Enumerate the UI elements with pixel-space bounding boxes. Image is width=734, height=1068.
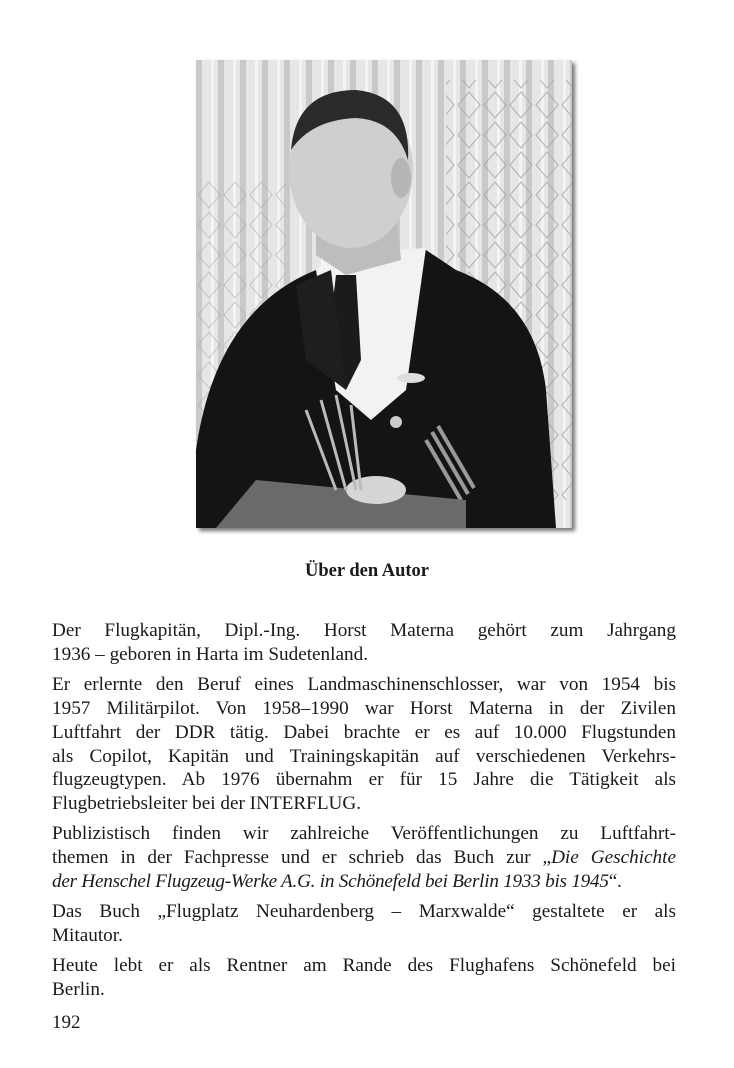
text-line: Heute lebt er als Rentner am Rande des Flughafens Schönefeld bei — [52, 954, 676, 976]
author-portrait-photo — [196, 60, 572, 528]
paragraph-publications — [52, 822, 676, 894]
text-line: Der Flugkapitän, Dipl.-Ing. Horst Materna gehört zum Jahrgang — [52, 620, 676, 641]
text-line: Flugbetriebsleiter bei der INTERFLUG. — [52, 793, 362, 815]
paragraph-career — [52, 673, 676, 816]
text-line — [52, 870, 676, 894]
text-segment: “. — [608, 871, 622, 893]
text-segment: themen in der Fachpresse und er schrieb das Buch zur „ — [52, 847, 552, 869]
portrait-image — [196, 60, 572, 528]
text-line: Das Buch „Flugplatz Neuhardenberg – Marxwalde“ gestaltete er als — [52, 900, 676, 922]
text-line: als Copilot, Kapitän und Trainingskapitän auf verschiedenen Verkehrs- — [52, 745, 676, 767]
section-heading: Über den Autor — [304, 561, 430, 581]
page-number: 192 — [52, 1012, 81, 1033]
book-title-part: der Henschel Flugzeug-Werke A.G. in Schönefeld bei Berlin 1933 bis 1945 — [52, 871, 609, 893]
text-line: 1936 – geboren in Harta im Sudetenland. — [52, 643, 368, 665]
text-line: 1957 Militärpilot. Von 1958–1990 war Horst Materna in der Zivilen — [52, 697, 676, 719]
paragraph-birth — [52, 619, 676, 667]
text-line: Luftfahrt der DDR tätig. Dabei brachte er es auf 10.000 Flugstunden — [52, 721, 676, 743]
author-bio — [52, 619, 676, 1008]
paragraph-coauthor — [52, 900, 676, 948]
text-line: Er erlernte den Beruf eines Landmaschinenschlosser, war von 1954 bis — [52, 673, 676, 695]
paragraph-today — [52, 954, 676, 1002]
text-line: flugzeugtypen. Ab 1976 übernahm er für 15 Jahre die Tätigkeit als — [52, 769, 676, 791]
text-line: Berlin. — [52, 978, 105, 1000]
book-title-part: Die Geschichte — [551, 847, 676, 869]
text-line: Publizistisch finden wir zahlreiche Veröffentlichungen zu Luftfahrt- — [52, 823, 676, 845]
text-line — [52, 846, 676, 870]
text-line: Mitautor. — [52, 924, 123, 946]
